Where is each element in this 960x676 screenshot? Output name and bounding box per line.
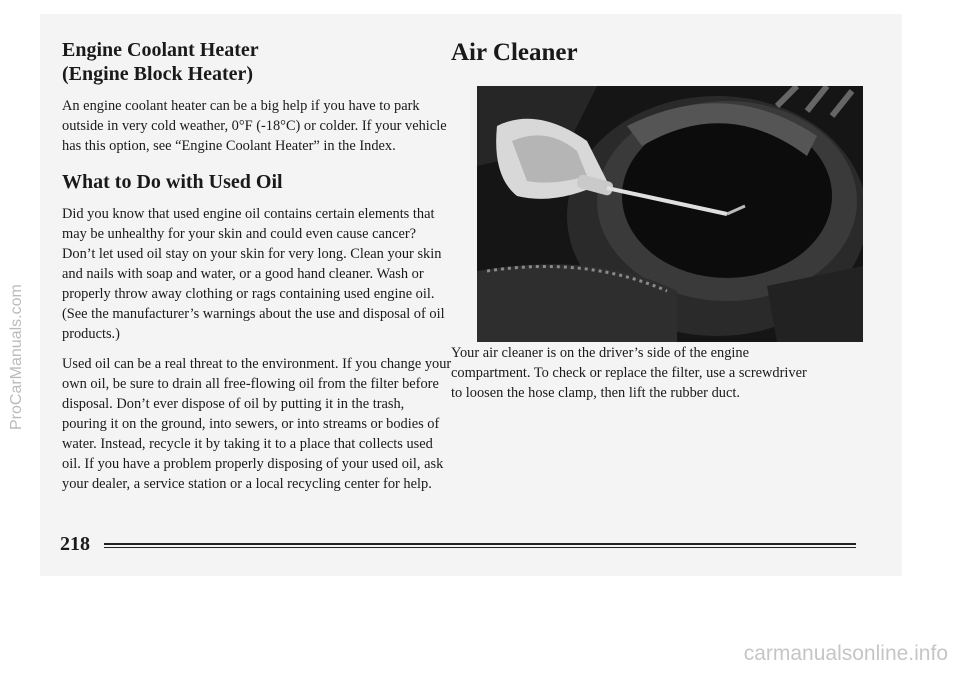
page-number: 218 — [60, 533, 90, 555]
air-cleaner-text-block — [451, 343, 821, 413]
heading-line-2: (Engine Block Heater) — [62, 63, 254, 85]
air-cleaner-paragraph: Your air cleaner is on the driver’s side of the engine compartment. To check or replace the filter, use a screwdriver to loosen the hose clamp, then lift the rubber duct. — [451, 345, 807, 401]
manual-page — [40, 14, 902, 576]
footer-rule-thin — [104, 547, 856, 548]
coolant-heater-heading — [62, 38, 452, 86]
page-footer — [60, 532, 880, 562]
site-watermark: carmanualsonline.info — [743, 642, 948, 665]
heading-line-1: Engine Coolant Heater — [62, 39, 259, 61]
used-oil-heading: What to Do with Used Oil — [62, 171, 283, 193]
left-column — [62, 38, 452, 504]
air-cleaner-photo — [477, 86, 863, 342]
coolant-heater-paragraph: An engine coolant heater can be a big help if you have to park outside in very cold weather, 0°F (-18°C) or colder. If your vehicle has this option, see “Engine Coolant Heater” in the Index. — [62, 98, 447, 154]
used-oil-paragraph-1: Did you know that used engine oil contains certain elements that may be unhealthy for your skin and could even cause cancer? Don’t let used oil stay on your skin for very long. Clean your skin and nails with soap and water, or a good hand cleaner. Wash or properly throw away clothing or rags containing used engine oil. (See the manufacturer’s warnings about the use and disposal of oil products.) — [62, 206, 445, 342]
air-cleaner-photo-drawing — [477, 86, 863, 342]
air-cleaner-heading: Air Cleaner — [451, 39, 578, 66]
footer-rule-thick — [104, 543, 856, 545]
side-watermark: ProCarManuals.com — [8, 284, 25, 430]
right-column — [451, 38, 871, 68]
used-oil-paragraph-2: Used oil can be a real threat to the environment. If you change your own oil, be sure to drain all free-flowing oil from the filter before disposal. Don’t ever dispose of oil by putting it in the trash, pouring it on the ground, into sewers, or into streams or bodies of water. Instead, recycle it by taking it to a place that collects used oil. If you have a problem properly disposing of your used oil, ask your dealer, a service station or a local recycling center for help. — [62, 356, 452, 492]
